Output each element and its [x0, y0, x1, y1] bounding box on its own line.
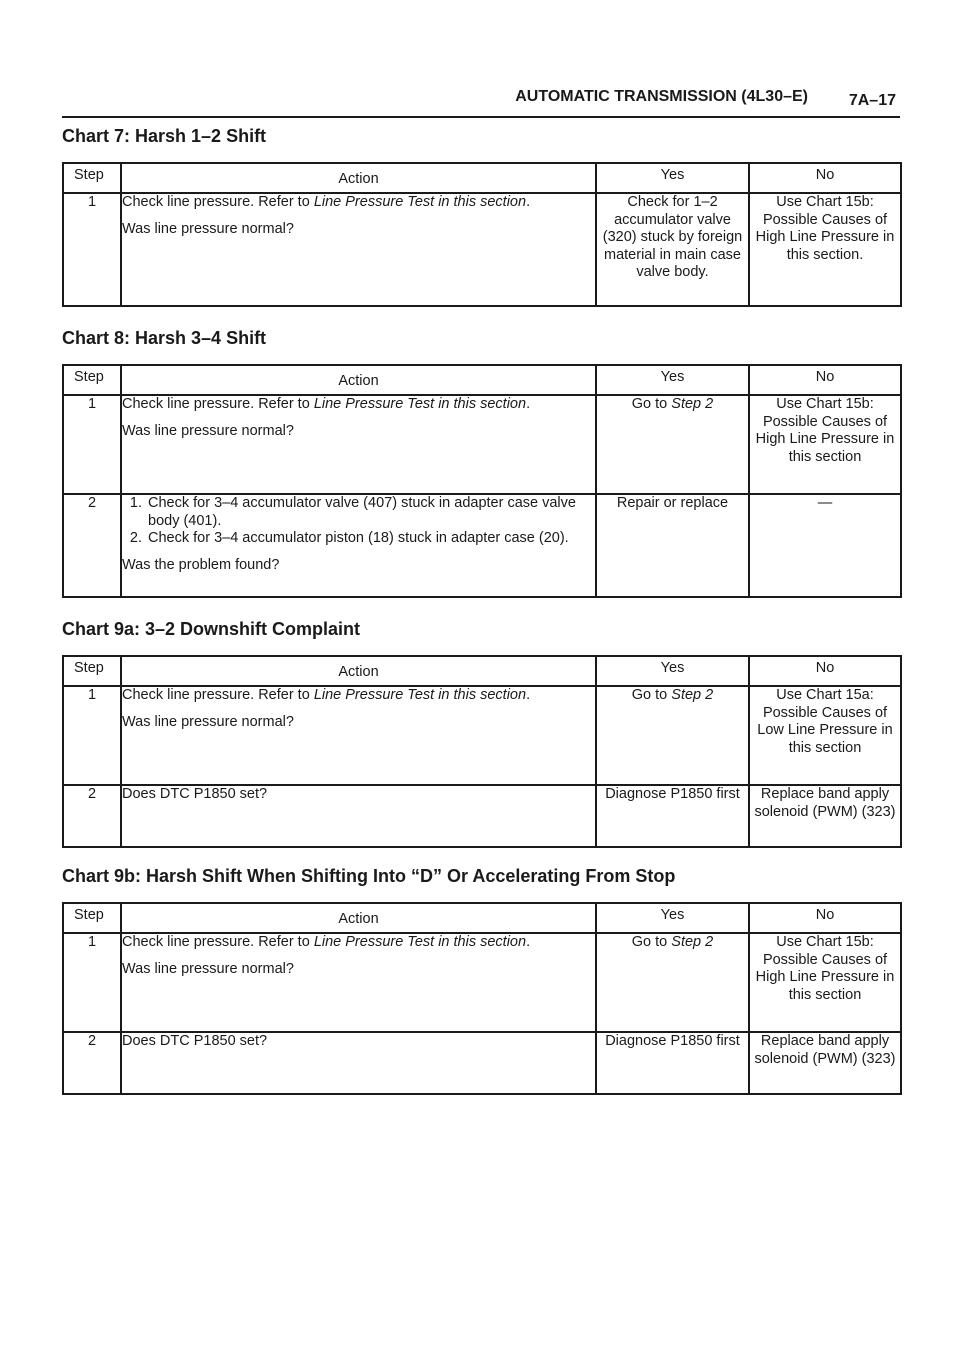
page-number: 7A–17 — [848, 92, 896, 109]
action-cell: Check line pressure. Refer to Line Pressure Test in this section. Was line pressure normal? — [121, 193, 596, 306]
list-item: 2. Check for 3–4 accumulator piston (18) stuck in adapter case (20). — [146, 530, 595, 548]
page-header — [62, 88, 900, 118]
no-cell: Use Chart 15b: Possible Causes of High Line Pressure in this section. — [749, 193, 901, 306]
chart9a-table — [62, 655, 902, 848]
step-number: 1 — [63, 193, 121, 306]
no-cell: Use Chart 15b: Possible Causes of High Line Pressure in this section — [749, 933, 901, 1032]
table-row — [63, 193, 901, 306]
table-header-row — [63, 656, 901, 686]
yes-cell: Go to Step 2 — [596, 395, 749, 494]
column-header-step: Step — [63, 365, 121, 395]
step-number: 1 — [63, 686, 121, 785]
table-row — [63, 785, 901, 847]
yes-cell: Go to Step 2 — [596, 686, 749, 785]
column-header-no: No — [749, 903, 901, 933]
yes-cell: Diagnose P1850 first — [596, 785, 749, 847]
table-header-row — [63, 903, 901, 933]
list-item: 1. Check for 3–4 accumulator valve (407) stuck in adapter case valve body (401). — [146, 495, 595, 530]
column-header-step: Step — [63, 903, 121, 933]
step-reference: Step 2 — [671, 687, 714, 703]
step-number: 2 — [63, 1032, 121, 1094]
yes-cell: Check for 1–2 accumulator valve (320) stuck by foreign material in main case valve body. — [596, 193, 749, 306]
action-cell — [121, 785, 596, 847]
column-header-no: No — [749, 656, 901, 686]
table-row — [63, 1032, 901, 1094]
chart7-table — [62, 162, 902, 307]
reference-link-text: Line Pressure Test in this section — [313, 687, 527, 703]
yes-cell: Diagnose P1850 first — [596, 1032, 749, 1094]
column-header-action: Action — [121, 163, 596, 193]
step-number: 2 — [63, 785, 121, 847]
question-text: Was line pressure normal? — [122, 220, 294, 237]
chart9b-table — [62, 902, 902, 1095]
step-reference: Step 2 — [671, 396, 714, 412]
yes-cell: Go to Step 2 — [596, 933, 749, 1032]
no-cell: — — [749, 494, 901, 597]
reference-link-text: Line Pressure Test in this section — [313, 396, 527, 412]
table-row — [63, 395, 901, 494]
column-header-no: No — [749, 365, 901, 395]
table-row — [63, 494, 901, 597]
step-number: 1 — [63, 933, 121, 1032]
yes-cell: Repair or replace — [596, 494, 749, 597]
question-text: Was line pressure normal? — [122, 713, 294, 730]
action-cell: Check line pressure. Refer to Line Pressure Test in this section. Was line pressure normal? — [121, 686, 596, 785]
reference-link-text: Line Pressure Test in this section — [313, 194, 527, 210]
column-header-step: Step — [63, 656, 121, 686]
no-cell: Use Chart 15b: Possible Causes of High Line Pressure in this section — [749, 395, 901, 494]
table-header-row — [63, 365, 901, 395]
chart7-title: Chart 7: Harsh 1–2 Shift — [62, 126, 267, 146]
check-list — [122, 495, 595, 548]
table-row — [63, 686, 901, 785]
column-header-no: No — [749, 163, 901, 193]
column-header-step: Step — [63, 163, 121, 193]
column-header-action: Action — [121, 903, 596, 933]
column-header-yes: Yes — [596, 163, 749, 193]
no-cell: Replace band apply solenoid (PWM) (323) — [749, 1032, 901, 1094]
reference-link-text: Line Pressure Test in this section — [313, 934, 527, 950]
action-cell — [121, 494, 596, 597]
no-cell: Replace band apply solenoid (PWM) (323) — [749, 785, 901, 847]
action-cell: Check line pressure. Refer to Line Pressure Test in this section. Was line pressure normal? — [121, 933, 596, 1032]
no-cell: Use Chart 15a: Possible Causes of Low Line Pressure in this section — [749, 686, 901, 785]
table-header-row — [63, 163, 901, 193]
step-number: 1 — [63, 395, 121, 494]
step-reference: Step 2 — [671, 934, 714, 950]
question-text: Was line pressure normal? — [122, 422, 294, 439]
question-text: Does DTC P1850 set? — [122, 786, 268, 802]
column-header-yes: Yes — [596, 903, 749, 933]
question-text: Was line pressure normal? — [122, 960, 294, 977]
chart8-title: Chart 8: Harsh 3–4 Shift — [62, 328, 267, 348]
action-cell: Check line pressure. Refer to Line Pressure Test in this section. Was line pressure normal? — [121, 395, 596, 494]
step-number: 2 — [63, 494, 121, 597]
chart9b-title: Chart 9b: Harsh Shift When Shifting Into “D” Or Accelerating From Stop — [62, 866, 676, 886]
column-header-action: Action — [121, 365, 596, 395]
column-header-yes: Yes — [596, 656, 749, 686]
table-row — [63, 933, 901, 1032]
section-title: AUTOMATIC TRANSMISSION (4L30–E) — [515, 88, 808, 105]
action-cell — [121, 1032, 596, 1094]
question-text: Was the problem found? — [122, 556, 280, 573]
question-text: Does DTC P1850 set? — [122, 1033, 268, 1049]
chart9a-title: Chart 9a: 3–2 Downshift Complaint — [62, 619, 361, 639]
column-header-action: Action — [121, 656, 596, 686]
column-header-yes: Yes — [596, 365, 749, 395]
chart8-table — [62, 364, 902, 598]
